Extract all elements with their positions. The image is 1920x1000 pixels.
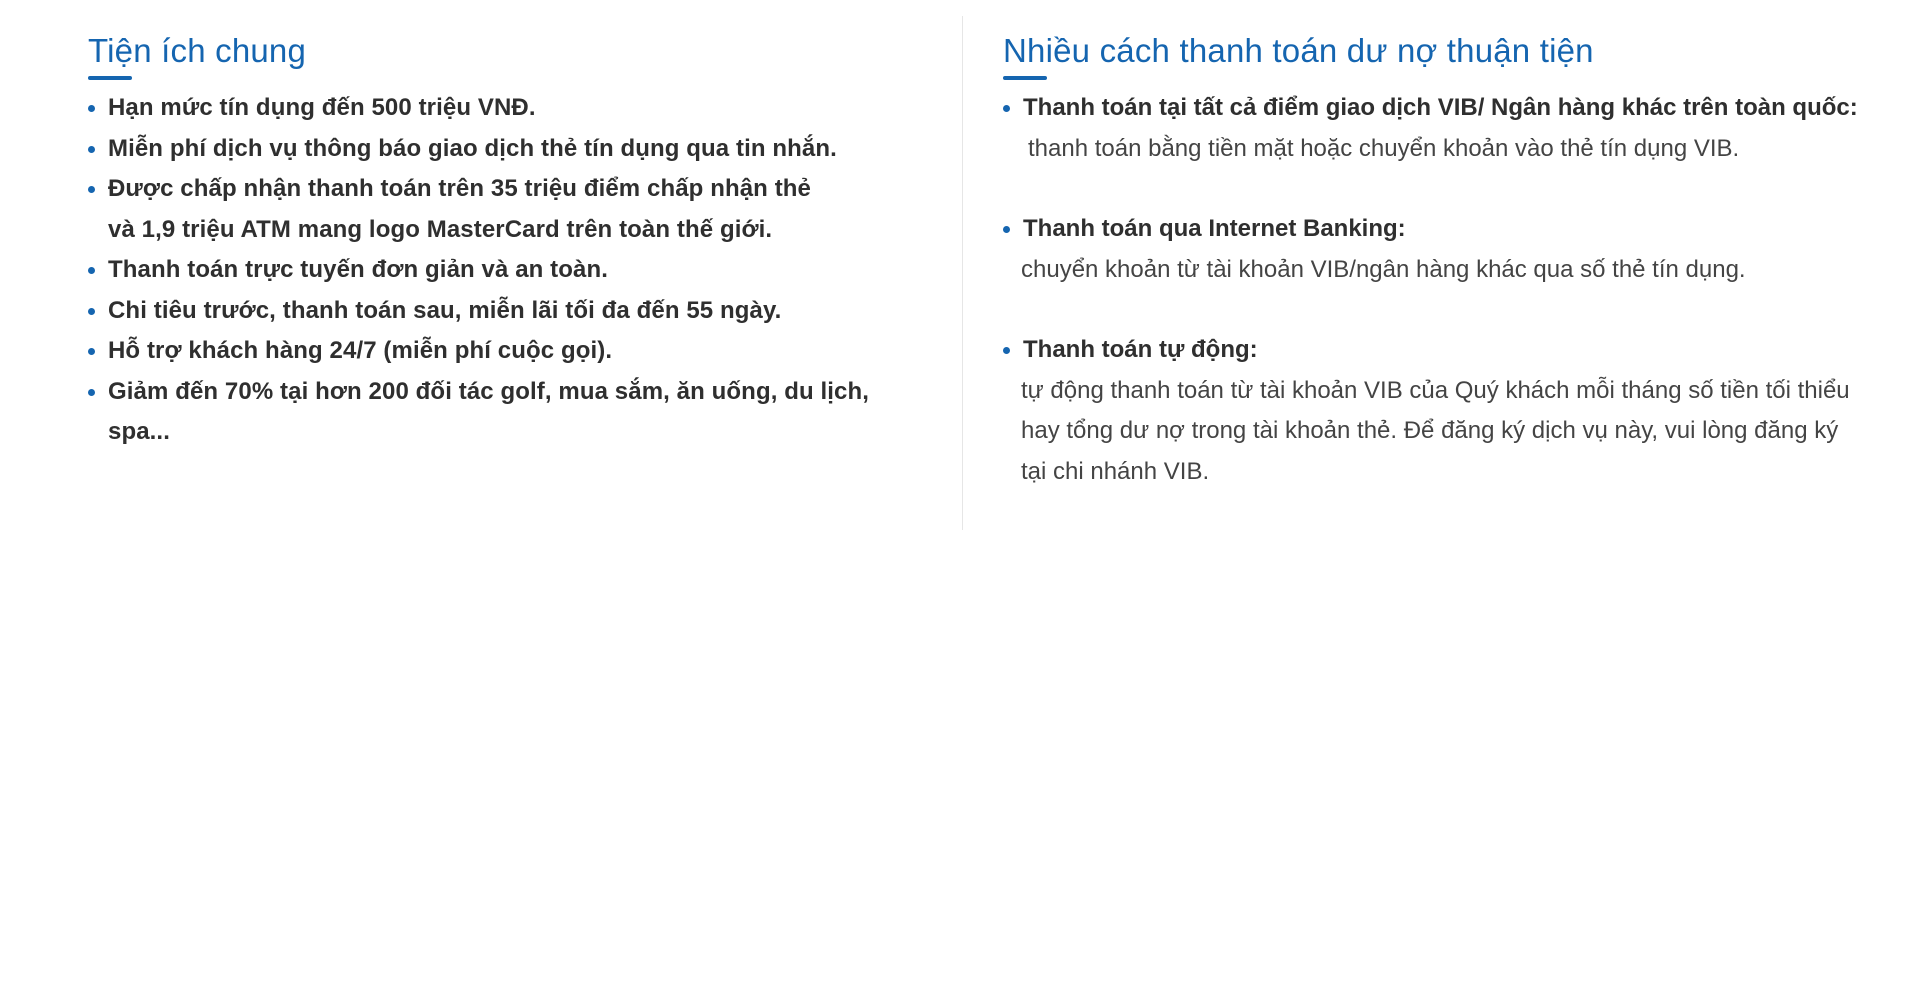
payment-method-desc: thanh toán bằng tiền mặt hoặc chuyển khoản vào thẻ tín dụng VIB.	[1028, 134, 1740, 162]
bullet-icon	[1003, 226, 1010, 233]
column-divider	[962, 16, 963, 530]
benefit-item	[88, 169, 828, 250]
payment-method-item	[1003, 88, 1883, 169]
benefit-item-text: Giảm đến 70% tại hơn 200 đối tác golf, mua sắm, ăn uống, du lịch, spa...	[108, 377, 870, 445]
payment-method-title: Thanh toán tự động:	[1023, 336, 1258, 363]
payment-methods-list	[1003, 88, 1883, 492]
payment-method-title: Thanh toán qua Internet Banking:	[1023, 215, 1406, 242]
benefit-item-text: Được chấp nhận thanh toán trên 35 triệu điểm chấp nhận thẻ và 1,9 triệu ATM mang logo MasterCard trên toàn thế giới.	[108, 175, 811, 243]
benefit-item-text: Miễn phí dịch vụ thông báo giao dịch thẻ tín dụng qua tin nhắn.	[108, 134, 837, 162]
bullet-icon	[88, 308, 95, 315]
bullet-icon	[1003, 105, 1010, 112]
general-benefits-section	[88, 28, 888, 453]
payment-method-desc: chuyển khoản từ tài khoản VIB/ngân hàng khác qua số thẻ tín dụng.	[1021, 255, 1746, 283]
benefit-item-text: Thanh toán trực tuyến đơn giản và an toàn.	[108, 256, 609, 283]
bullet-icon	[88, 146, 95, 153]
general-benefits-title: Tiện ích chung	[88, 32, 307, 69]
bullet-icon	[88, 267, 95, 274]
bullet-icon	[1003, 347, 1010, 354]
payment-method-title: Thanh toán tại tất cả điểm giao dịch VIB/ Ngân hàng khác trên toàn quốc:	[1023, 94, 1858, 121]
bullet-icon	[88, 186, 95, 193]
benefit-item-text: Hỗ trợ khách hàng 24/7 (miễn phí cuộc gọi).	[108, 337, 613, 364]
bullet-icon	[88, 348, 95, 355]
benefit-item-text: Hạn mức tín dụng đến 500 triệu VNĐ.	[108, 94, 536, 121]
benefit-item	[88, 88, 888, 129]
benefit-item	[88, 129, 888, 170]
payment-method-item	[1003, 330, 1861, 492]
bullet-icon	[88, 105, 95, 112]
benefit-item-text: Chi tiêu trước, thanh toán sau, miễn lãi tối đa đến 55 ngày.	[108, 296, 782, 324]
benefit-item	[88, 250, 888, 291]
payment-methods-section	[1003, 28, 1883, 532]
general-benefits-list	[88, 88, 888, 453]
general-benefits-title-underline	[88, 76, 132, 80]
benefit-item	[88, 331, 888, 372]
payment-methods-title-underline	[1003, 76, 1047, 80]
payment-method-item	[1003, 209, 1883, 290]
benefit-item	[88, 372, 898, 453]
payment-methods-title: Nhiều cách thanh toán dư nợ thuận tiện	[1003, 32, 1594, 69]
benefit-item	[88, 291, 888, 332]
bullet-icon	[88, 389, 95, 396]
payment-method-desc: tự động thanh toán từ tài khoản VIB của Quý khách mỗi tháng số tiền tối thiểu hay tổng dư nợ trong tài khoản thẻ. Để đăng ký dịch vụ này, vui lòng đăng ký tại chi nhánh VIB.	[1021, 376, 1850, 485]
